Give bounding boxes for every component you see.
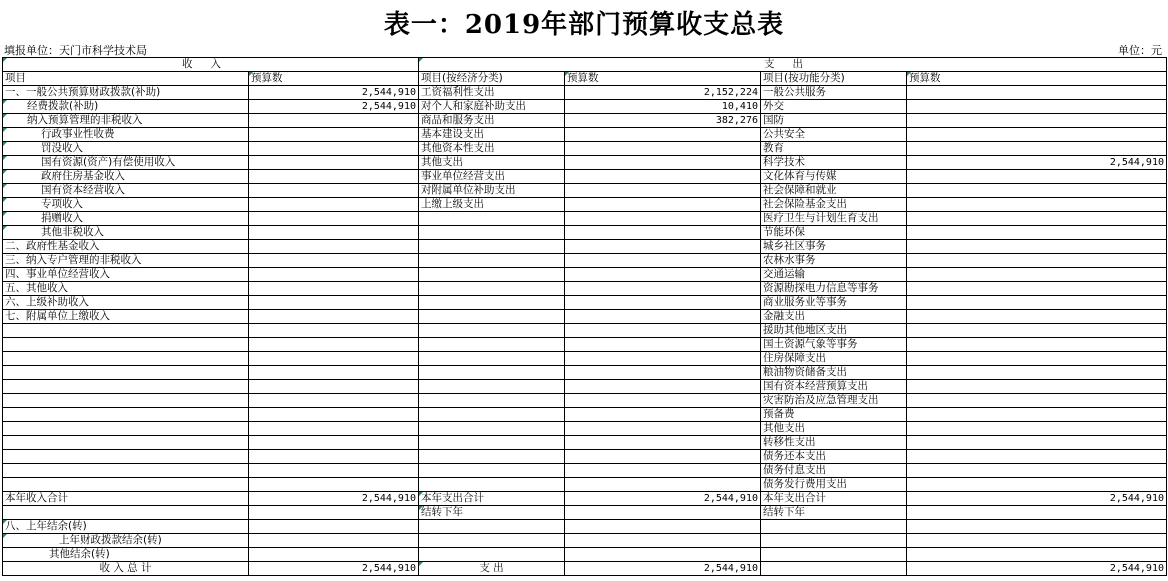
total-row (3, 492, 1167, 506)
carry-row (3, 506, 1167, 520)
page-title: 表一：2019年部门预算收支总表 (383, 10, 785, 40)
expense-grand-label: 支 出 (419, 562, 565, 576)
income-item-label (3, 324, 249, 338)
income-item-label: 经费拨款(补助) (3, 100, 249, 114)
table-row (3, 380, 1167, 394)
func-total-label: 本年支出合计 (761, 492, 907, 506)
func-amount (907, 100, 1167, 114)
func-amount (907, 184, 1167, 198)
income-item-label: 国有资源(资产)有偿使用收入 (3, 156, 249, 170)
table-row (3, 254, 1167, 268)
func-item-label: 债务付息支出 (761, 464, 907, 478)
econ-item-label: 对附属单位补助支出 (419, 184, 565, 198)
func-empty-amount (907, 548, 1167, 562)
func-item-label: 文化体育与传媒 (761, 170, 907, 184)
income-item-label: 专项收入 (3, 198, 249, 212)
econ-amount: 2,152,224 (565, 86, 761, 100)
func-amount (907, 212, 1167, 226)
income-amount (249, 310, 419, 324)
func-amount (907, 436, 1167, 450)
econ-amount: 382,276 (565, 114, 761, 128)
income-item-label (3, 464, 249, 478)
func-amount: 2,544,910 (907, 156, 1167, 170)
econ-item-label (419, 408, 565, 422)
econ-item-label (419, 296, 565, 310)
func-item-label: 国土资源气象等事务 (761, 338, 907, 352)
table-row (3, 142, 1167, 156)
econ-amount (565, 352, 761, 366)
func-empty-amount (907, 534, 1167, 548)
section-header-row (3, 58, 1167, 72)
table-row (3, 422, 1167, 436)
econ-item-label: 其他支出 (419, 156, 565, 170)
econ-empty (419, 534, 565, 548)
econ-amount (565, 310, 761, 324)
econ-amount (565, 394, 761, 408)
table-row (3, 170, 1167, 184)
table-row (3, 212, 1167, 226)
econ-item-label: 对个人和家庭补助支出 (419, 100, 565, 114)
func-item-label: 债务还本支出 (761, 450, 907, 464)
func-item-label: 农林水事务 (761, 254, 907, 268)
econ-amount (565, 422, 761, 436)
func-item-label: 国有资本经营预算支出 (761, 380, 907, 394)
income-amount (249, 170, 419, 184)
econ-amount (565, 436, 761, 450)
econ-amount: 10,410 (565, 100, 761, 114)
econ-total-label: 本年支出合计 (419, 492, 565, 506)
income-amount (249, 296, 419, 310)
econ-item-label (419, 478, 565, 492)
econ-item-label: 其他资本性支出 (419, 142, 565, 156)
table-row (3, 338, 1167, 352)
econ-empty (419, 520, 565, 534)
func-amount (907, 254, 1167, 268)
func-item-label: 科学技术 (761, 156, 907, 170)
econ-amount (565, 212, 761, 226)
income-amount: 2,544,910 (249, 100, 419, 114)
income-item-label (3, 366, 249, 380)
func-item-label: 预备费 (761, 408, 907, 422)
income-amount (249, 212, 419, 226)
func-item-label: 转移性支出 (761, 436, 907, 450)
econ-item-label (419, 380, 565, 394)
func-total-value: 2,544,910 (907, 492, 1167, 506)
econ-item-label (419, 366, 565, 380)
income-item-label: 罚没收入 (3, 142, 249, 156)
func-amount (907, 142, 1167, 156)
income-item-label: 六、上级补助收入 (3, 296, 249, 310)
econ-amount (565, 366, 761, 380)
income-amount (249, 240, 419, 254)
econ-carry-value (565, 506, 761, 520)
grand-total-row (3, 562, 1167, 576)
func-item-label: 城乡社区事务 (761, 240, 907, 254)
func-amount (907, 86, 1167, 100)
econ-item-label (419, 212, 565, 226)
balance-row (3, 520, 1167, 534)
func-item-label: 资源勘探电力信息等事务 (761, 282, 907, 296)
econ-carry-label: 结转下年 (419, 506, 565, 520)
econ-empty-amount (565, 520, 761, 534)
func-amount (907, 422, 1167, 436)
econ-amount (565, 226, 761, 240)
func-item-label: 商业服务业等事务 (761, 296, 907, 310)
econ-amount (565, 338, 761, 352)
econ-item-label: 基本建设支出 (419, 128, 565, 142)
income-grand-value: 2,544,910 (249, 562, 419, 576)
func-empty (761, 520, 907, 534)
table-row (3, 408, 1167, 422)
income-amount (249, 114, 419, 128)
func-amount (907, 310, 1167, 324)
econ-item-label (419, 450, 565, 464)
func-amount (907, 268, 1167, 282)
income-amount (249, 142, 419, 156)
table-row (3, 478, 1167, 492)
func-amount (907, 394, 1167, 408)
func-amount (907, 464, 1167, 478)
income-item-label: 七、附属单位上缴收入 (3, 310, 249, 324)
income-total-value: 2,544,910 (249, 492, 419, 506)
econ-grand-value: 2,544,910 (565, 562, 761, 576)
func-carry-value (907, 506, 1167, 520)
func-item-label: 住房保障支出 (761, 352, 907, 366)
func-item-header: 项目(按功能分类) (761, 72, 907, 86)
func-item-label: 援助其他地区支出 (761, 324, 907, 338)
func-amount-header: 预算数 (907, 72, 1167, 86)
econ-amount (565, 240, 761, 254)
econ-amount (565, 380, 761, 394)
income-item-label (3, 408, 249, 422)
econ-item-label (419, 324, 565, 338)
income-amount (249, 436, 419, 450)
balance-item-label: 上年财政拨款结余(转) (3, 534, 249, 548)
func-item-label: 粮油物资储备支出 (761, 366, 907, 380)
table-row (3, 436, 1167, 450)
income-amount-header: 预算数 (249, 72, 419, 86)
econ-amount (565, 268, 761, 282)
econ-amount (565, 156, 761, 170)
func-empty (761, 534, 907, 548)
func-amount (907, 226, 1167, 240)
econ-empty-amount (565, 534, 761, 548)
func-item-label: 灾害防治及应急管理支出 (761, 394, 907, 408)
table-row (3, 184, 1167, 198)
func-empty-amount (907, 520, 1167, 534)
econ-amount (565, 324, 761, 338)
income-amount (249, 254, 419, 268)
econ-amount (565, 282, 761, 296)
table-row (3, 464, 1167, 478)
econ-amount (565, 464, 761, 478)
func-amount (907, 352, 1167, 366)
func-amount (907, 240, 1167, 254)
func-amount (907, 128, 1167, 142)
table-row (3, 394, 1167, 408)
econ-amount (565, 296, 761, 310)
econ-item-label (419, 310, 565, 324)
func-amount (907, 450, 1167, 464)
income-amount (249, 352, 419, 366)
func-item-label: 医疗卫生与计划生育支出 (761, 212, 907, 226)
income-item-label: 五、其他收入 (3, 282, 249, 296)
econ-item-label (419, 422, 565, 436)
econ-item-label: 商品和服务支出 (419, 114, 565, 128)
func-item-label: 债务发行费用支出 (761, 478, 907, 492)
func-amount (907, 338, 1167, 352)
balance-item-label: 八、上年结余(转) (3, 520, 249, 534)
func-item-label: 社会保险基金支出 (761, 198, 907, 212)
econ-item-label: 工资福利性支出 (419, 86, 565, 100)
budget-table (2, 57, 1167, 576)
income-amount (249, 198, 419, 212)
func-grand-label (761, 562, 907, 576)
income-amount (249, 450, 419, 464)
econ-empty (419, 548, 565, 562)
econ-item-label (419, 282, 565, 296)
table-row (3, 240, 1167, 254)
income-amount (249, 324, 419, 338)
income-item-label (3, 352, 249, 366)
func-amount (907, 296, 1167, 310)
econ-amount (565, 198, 761, 212)
income-amount (249, 394, 419, 408)
income-amount (249, 422, 419, 436)
func-amount (907, 380, 1167, 394)
income-item-label (3, 394, 249, 408)
balance-amount (249, 534, 419, 548)
table-row (3, 310, 1167, 324)
income-amount (249, 128, 419, 142)
func-amount (907, 170, 1167, 184)
func-amount (907, 408, 1167, 422)
balance-amount (249, 548, 419, 562)
income-item-label (3, 450, 249, 464)
income-blank (3, 506, 249, 520)
func-item-label: 一般公共服务 (761, 86, 907, 100)
econ-item-label (419, 464, 565, 478)
table-row (3, 156, 1167, 170)
balance-amount (249, 520, 419, 534)
income-amount (249, 380, 419, 394)
econ-amount (565, 142, 761, 156)
expense-section-header: 支出 (419, 58, 1167, 72)
currency-unit: 单位：元 (1118, 44, 1162, 57)
table-row (3, 114, 1167, 128)
income-item-label (3, 338, 249, 352)
table-row (3, 86, 1167, 100)
income-item-label: 一、一般公共预算财政拨款(补助) (3, 86, 249, 100)
income-grand-label: 收 入 总 计 (3, 562, 249, 576)
econ-item-label (419, 226, 565, 240)
income-item-label: 政府住房基金收入 (3, 170, 249, 184)
table-row (3, 296, 1167, 310)
income-item-label: 行政事业性收费 (3, 128, 249, 142)
income-item-label (3, 380, 249, 394)
func-item-label: 公共安全 (761, 128, 907, 142)
income-amount (249, 282, 419, 296)
balance-row (3, 548, 1167, 562)
income-total-label: 本年收入合计 (3, 492, 249, 506)
func-item-label: 教育 (761, 142, 907, 156)
econ-item-label (419, 240, 565, 254)
income-item-label (3, 422, 249, 436)
econ-amount (565, 128, 761, 142)
income-item-label: 四、事业单位经营收入 (3, 268, 249, 282)
income-item-label: 三、纳入专户管理的非税收入 (3, 254, 249, 268)
econ-item-label (419, 394, 565, 408)
func-amount (907, 366, 1167, 380)
income-amount (249, 268, 419, 282)
income-item-label (3, 478, 249, 492)
income-amount (249, 366, 419, 380)
income-item-label: 二、政府性基金收入 (3, 240, 249, 254)
func-grand-value: 2,544,910 (907, 562, 1167, 576)
table-row (3, 198, 1167, 212)
econ-amount (565, 478, 761, 492)
econ-item-label (419, 352, 565, 366)
func-item-label: 金融支出 (761, 310, 907, 324)
func-item-label: 其他支出 (761, 422, 907, 436)
table-row (3, 352, 1167, 366)
econ-amount (565, 254, 761, 268)
income-amount (249, 478, 419, 492)
econ-item-label (419, 338, 565, 352)
table-row (3, 366, 1167, 380)
econ-item-header: 项目(按经济分类) (419, 72, 565, 86)
income-amount (249, 226, 419, 240)
func-amount (907, 114, 1167, 128)
balance-item-label: 其他结余(转) (3, 548, 249, 562)
reporting-unit: 填报单位：天门市科学技术局 (4, 44, 147, 57)
income-amount (249, 338, 419, 352)
income-item-label: 捐赠收入 (3, 212, 249, 226)
func-amount (907, 324, 1167, 338)
func-item-label: 社会保障和就业 (761, 184, 907, 198)
econ-total-value: 2,544,910 (565, 492, 761, 506)
func-item-label: 国防 (761, 114, 907, 128)
econ-amount (565, 408, 761, 422)
func-item-label: 交通运输 (761, 268, 907, 282)
table-row (3, 282, 1167, 296)
income-item-label: 纳入预算管理的非税收入 (3, 114, 249, 128)
econ-amount-header: 预算数 (565, 72, 761, 86)
income-amount: 2,544,910 (249, 86, 419, 100)
table-row (3, 324, 1167, 338)
econ-amount (565, 184, 761, 198)
func-item-label: 外交 (761, 100, 907, 114)
table-row (3, 268, 1167, 282)
func-item-label: 节能环保 (761, 226, 907, 240)
income-item-header: 项目 (3, 72, 249, 86)
income-item-label: 其他非税收入 (3, 226, 249, 240)
econ-item-label (419, 436, 565, 450)
budget-table-body (3, 58, 1167, 576)
income-amount (249, 184, 419, 198)
econ-amount (565, 450, 761, 464)
table-row (3, 128, 1167, 142)
func-amount (907, 282, 1167, 296)
func-carry-label: 结转下年 (761, 506, 907, 520)
balance-row (3, 534, 1167, 548)
func-empty (761, 548, 907, 562)
income-amount (249, 156, 419, 170)
income-amount (249, 464, 419, 478)
table-row (3, 226, 1167, 240)
econ-amount (565, 170, 761, 184)
income-item-label (3, 436, 249, 450)
income-blank-amount (249, 506, 419, 520)
econ-item-label: 上缴上级支出 (419, 198, 565, 212)
func-amount (907, 478, 1167, 492)
income-section-header: 收入 (3, 58, 419, 72)
table-row (3, 100, 1167, 114)
income-amount (249, 408, 419, 422)
econ-empty-amount (565, 548, 761, 562)
income-item-label: 国有资本经营收入 (3, 184, 249, 198)
econ-item-label (419, 268, 565, 282)
column-header-row (3, 72, 1167, 86)
econ-item-label (419, 254, 565, 268)
table-row (3, 450, 1167, 464)
econ-item-label: 事业单位经营支出 (419, 170, 565, 184)
func-amount (907, 198, 1167, 212)
